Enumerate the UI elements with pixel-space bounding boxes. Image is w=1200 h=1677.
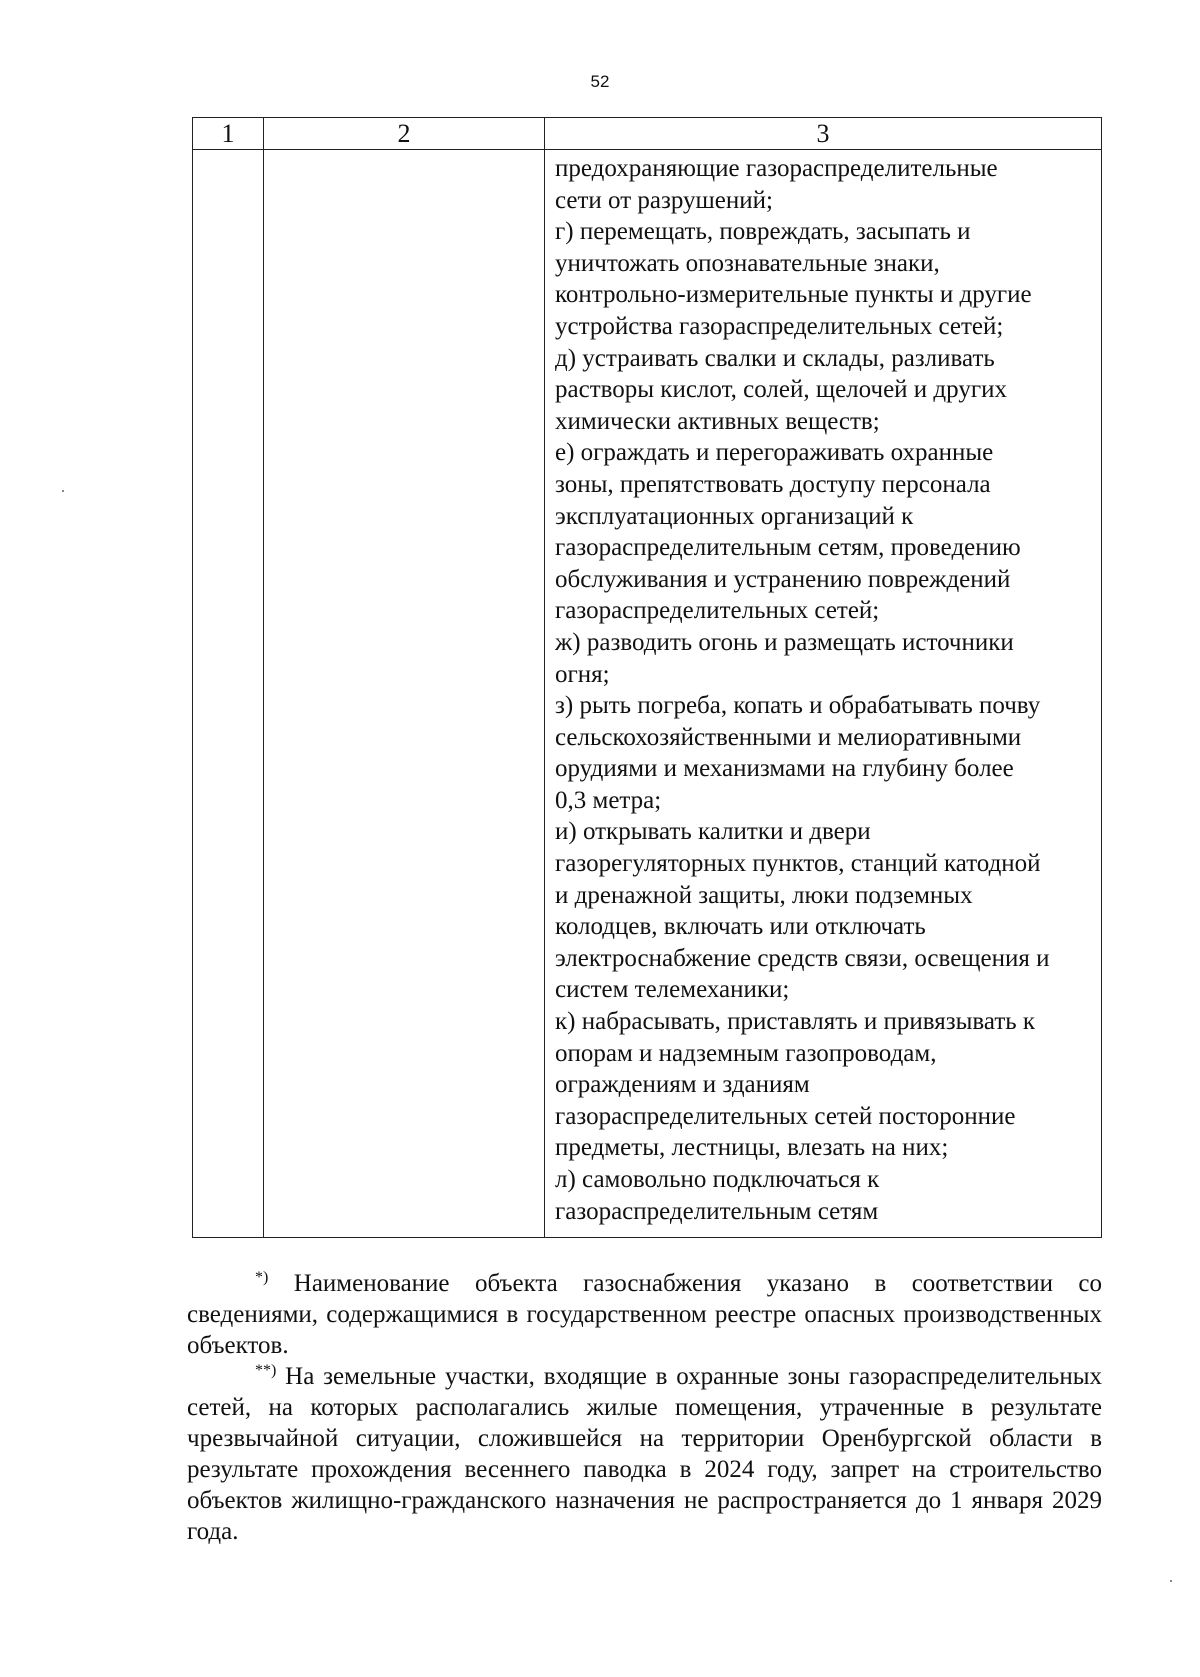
text-line: и дренажной защиты, люки подземных (555, 881, 973, 909)
text-line: растворы кислот, солей, щелочей и других (555, 376, 1007, 404)
page-number: 52 (590, 72, 610, 91)
footnote-text: На земельные участки, входящие в охранные зоны газораспределительных сетей, на которых располагались жилые помещения, утраченные в результате чрезвычайной ситуации, сложившейся на территории Оренбургской области в результате прохождения весеннего паводка в 2024 году, запрет на строительство объектов жилищно-гражданского назначения не распространяется до 1 января 2029 года. (187, 1363, 1102, 1545)
text-line: устройства газораспределительных сетей; (555, 312, 1004, 340)
footnote-2 (187, 1361, 1102, 1547)
footnote-marker: *) (255, 1269, 269, 1286)
text-line: уничтожать опознавательные знаки, (555, 249, 940, 277)
text-line: опорам и надземным газопроводам, (555, 1039, 937, 1067)
footnote-marker: **) (255, 1362, 277, 1379)
text-line: предметы, лестницы, влезать на них; (555, 1134, 949, 1162)
text-line: огня; (555, 660, 610, 688)
text-line: з) рыть погреба, копать и обрабатывать почву (555, 692, 1041, 720)
text-line: сельскохозяйственными и мелиоративными (555, 723, 1022, 751)
text-line: химически активных веществ; (555, 407, 880, 435)
table-cell-col1 (193, 150, 264, 1238)
text-line: д) устраивать свалки и склады, разливать (555, 344, 995, 372)
text-line: г) перемещать, повреждать, засыпать и (555, 218, 971, 246)
column-header-1: 1 (193, 118, 264, 150)
table-cell-col3 (545, 150, 1102, 1238)
column-header-2: 2 (264, 118, 545, 150)
text-line: эксплуатационных организаций к (555, 502, 914, 530)
text-line: зоны, препятствовать доступу персонала (555, 470, 991, 498)
scan-artifact (1170, 1580, 1172, 1582)
text-line: л) самовольно подключаться к (555, 1166, 880, 1193)
text-line: газораспределительных сетей посторонние (555, 1102, 1016, 1130)
text-line: ограждениям и зданиям (555, 1071, 810, 1099)
text-line: газораспределительным сетям (555, 1197, 879, 1225)
document-table (192, 117, 1102, 1238)
table-cell-col2 (264, 150, 545, 1238)
text-line: и) открывать калитки и двери (555, 818, 871, 846)
footnotes (187, 1268, 1102, 1547)
text-line: колодцев, включать или отключать (555, 913, 926, 941)
text-line: сети от разрушений; (555, 186, 773, 214)
text-line: предохраняющие газораспределительные (555, 155, 998, 182)
restrictions-text (545, 150, 1101, 1227)
scan-artifact (62, 490, 64, 492)
text-line: газорегуляторных пунктов, станций катодной (555, 850, 1041, 878)
text-line: обслуживания и устранению повреждений (555, 565, 1011, 593)
text-line: е) ограждать и перегораживать охранные (555, 439, 994, 467)
column-header-3: 3 (545, 118, 1102, 150)
text-line: ж) разводить огонь и размещать источники (555, 628, 1014, 656)
table-header-row (193, 118, 1102, 150)
table-row (193, 150, 1102, 1238)
text-line: 0,3 метра; (555, 786, 662, 814)
text-line: газораспределительным сетям, проведению (555, 534, 1021, 562)
text-line: контрольно-измерительные пункты и другие (555, 281, 1032, 309)
text-line: электроснабжение средств связи, освещения и (555, 944, 1050, 972)
text-line: к) набрасывать, приставлять и привязывать к (555, 1008, 1036, 1036)
footnote-text: Наименование объекта газоснабжения указано в соответствии со сведениями, содержащимися в государственном реестре опасных производственных объектов. (187, 1270, 1103, 1359)
text-line: газораспределительных сетей; (555, 597, 880, 625)
footnote-1 (187, 1268, 1102, 1361)
text-line: орудиями и механизмами на глубину более (555, 755, 1014, 783)
text-line: систем телемеханики; (555, 976, 790, 1004)
